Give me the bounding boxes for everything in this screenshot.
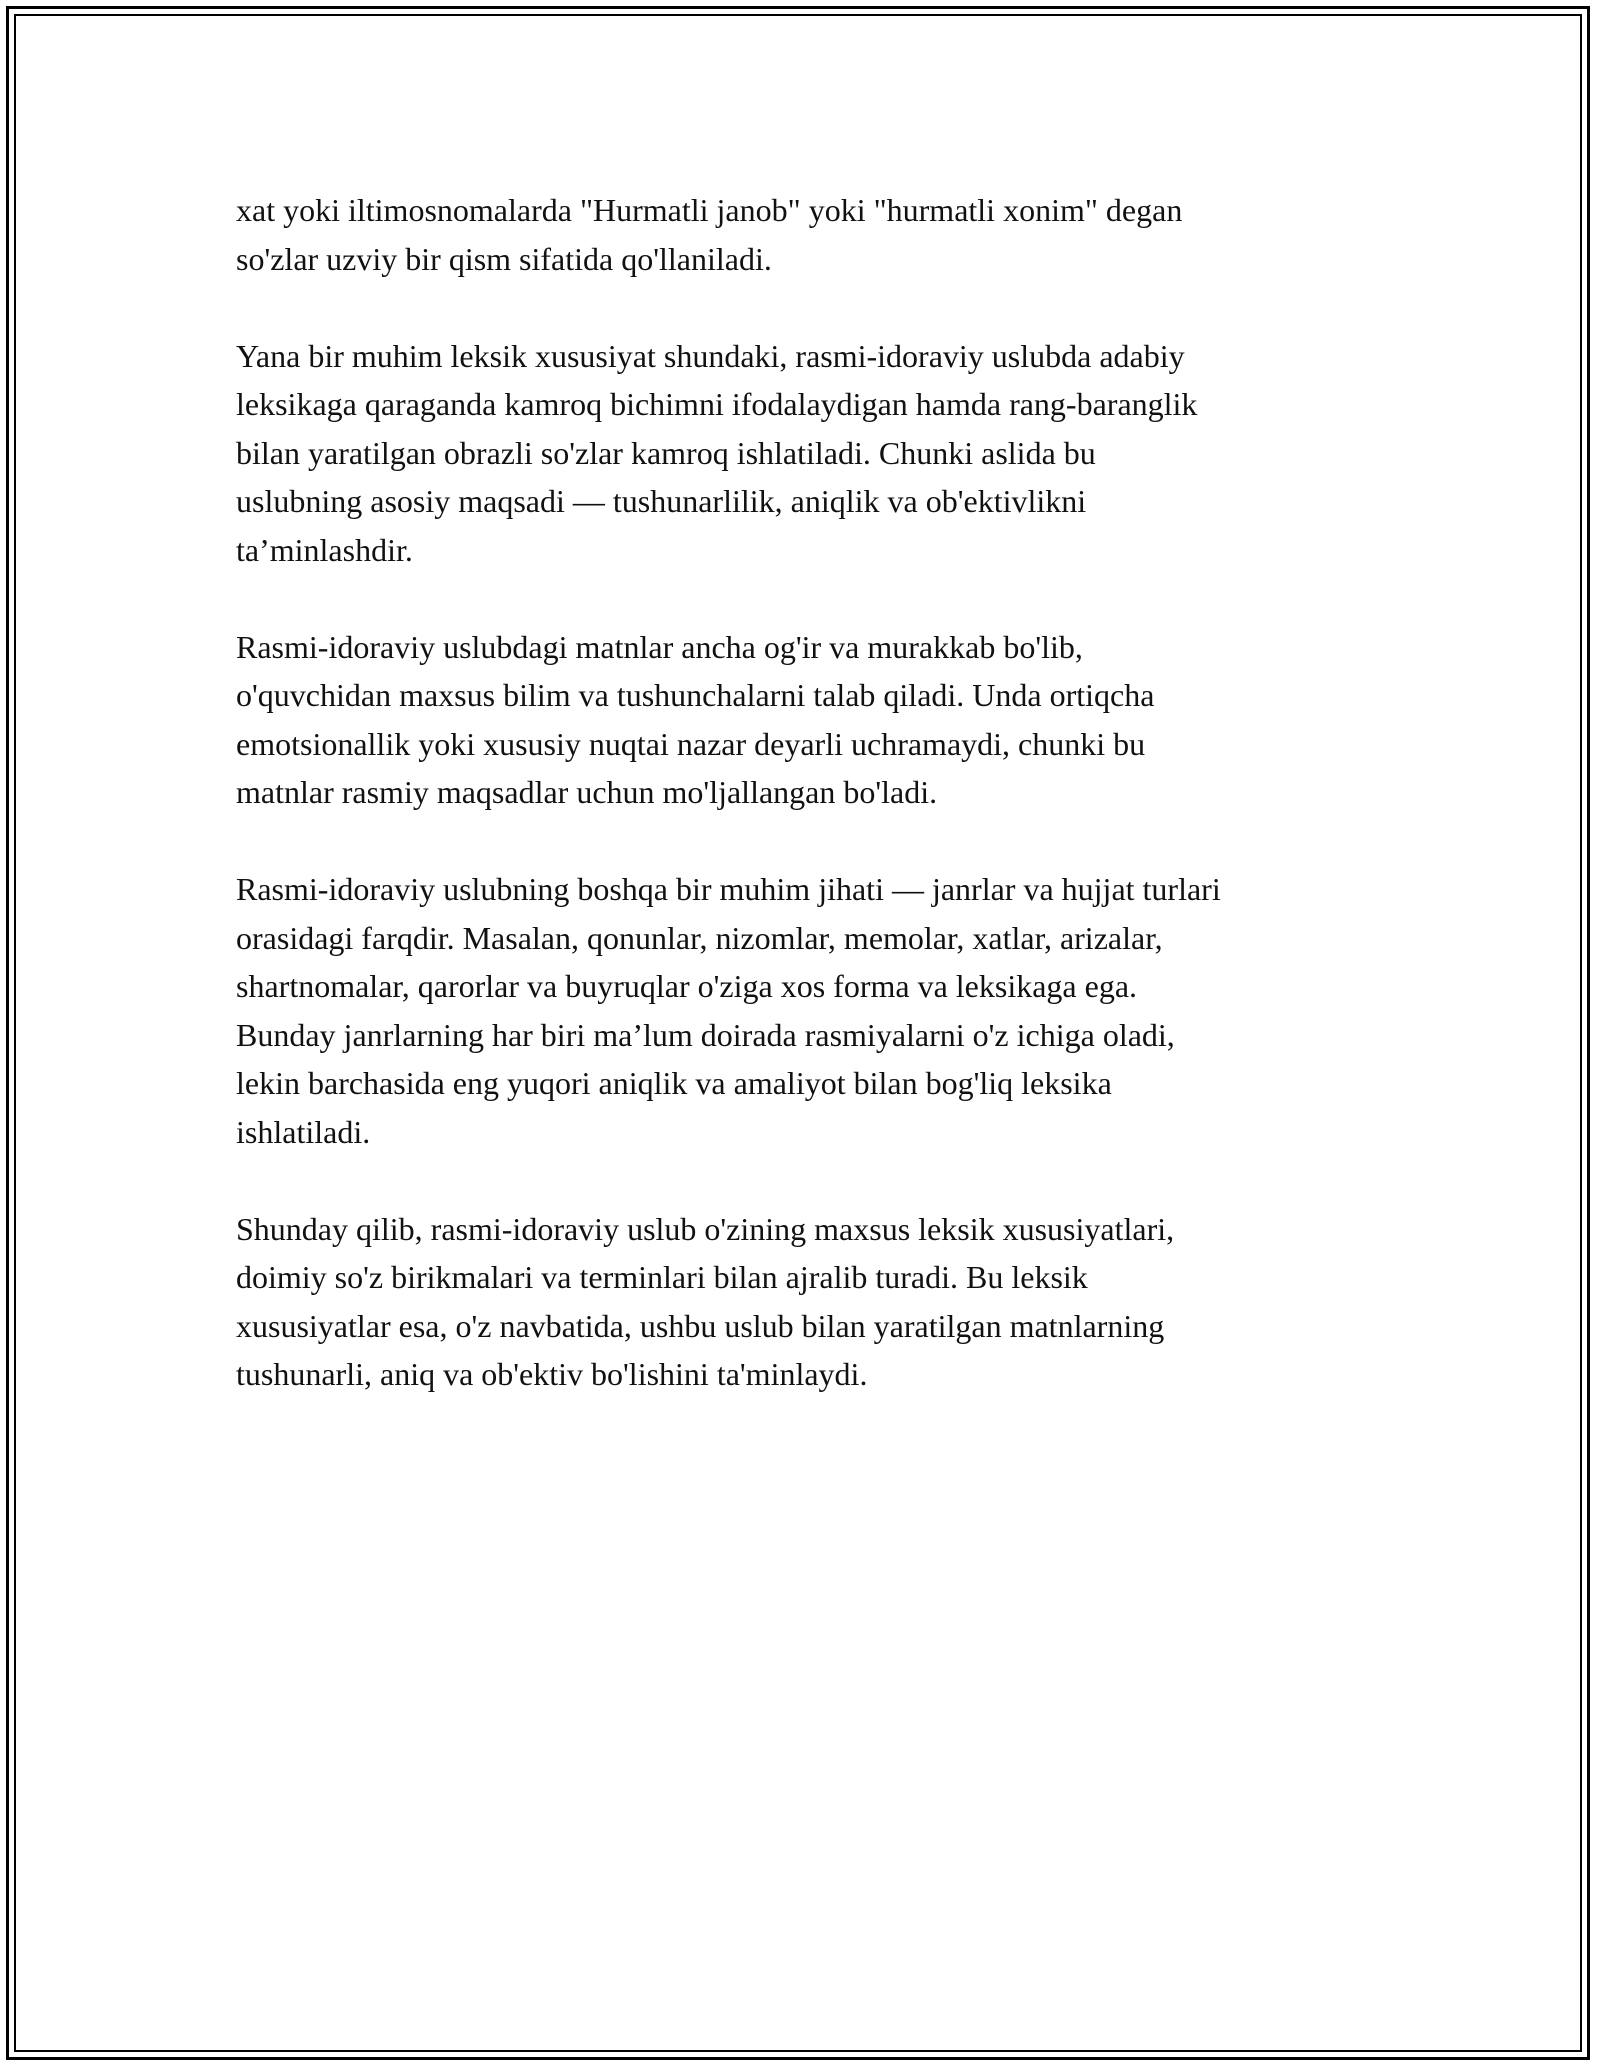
paragraph-1: xat yoki iltimosnomalarda "Hurmatli janob" yoki "hurmatli xonim" degan so'zlar uzviy bir qism sifatida qo'llaniladi. (236, 192, 1183, 277)
paragraph-3: Rasmi-idoraviy uslubdagi matnlar ancha og'ir va murakkab bo'lib, o'quvchidan maxsus bilim va tushunchalarni talab qiladi. Unda ortiqcha emotsionallik yoki xususiy nuqtai nazar deyarli uchramaydi, chunki bu matnlar rasmiy maqsadlar uchun mo'ljallangan bo'ladi. (236, 628, 1155, 810)
document-body (236, 186, 1376, 1447)
paragraph-5: Shunday qilib, rasmi-idoraviy uslub o'zining maxsus leksik xususiyatlari, doimiy so'z birikmalari va terminlari bilan ajralib turadi. Bu leksik xususiyatlar esa, o'z navbatida, ushbu uslub bilan yaratilgan matnlarning tushunarli, aniq va ob'ektiv bo'lishini ta'minlaydi. (236, 1210, 1175, 1392)
paragraph-4: Rasmi-idoraviy uslubning boshqa bir muhim jihati — janrlar va hujjat turlari orasidagi farqdir. Masalan, qonunlar, nizomlar, memolar, xatlar, arizalar, shartnomalar, qarorlar va buyruqlar o'ziga xos forma va leksikaga ega. Bunday janrlarning har biri ma’lum doirada rasmiyalarni o'z ichiga oladi, lekin barchasida eng yuqori aniqlik va amaliyot bilan bog'liq leksika ishlatiladi. (236, 871, 1221, 1150)
paragraph-2: Yana bir muhim leksik xususiyat shundaki, rasmi-idoraviy uslubda adabiy leksikaga qaraganda kamroq bichimni ifodalaydigan hamda rang-baranglik bilan yaratilgan obrazli so'zlar kamroq ishlatiladi. Chunki aslida bu uslubning asosiy maqsadi — tushunarlilik, aniqlik va ob'ektivlikni ta’minlashdir. (236, 337, 1198, 568)
